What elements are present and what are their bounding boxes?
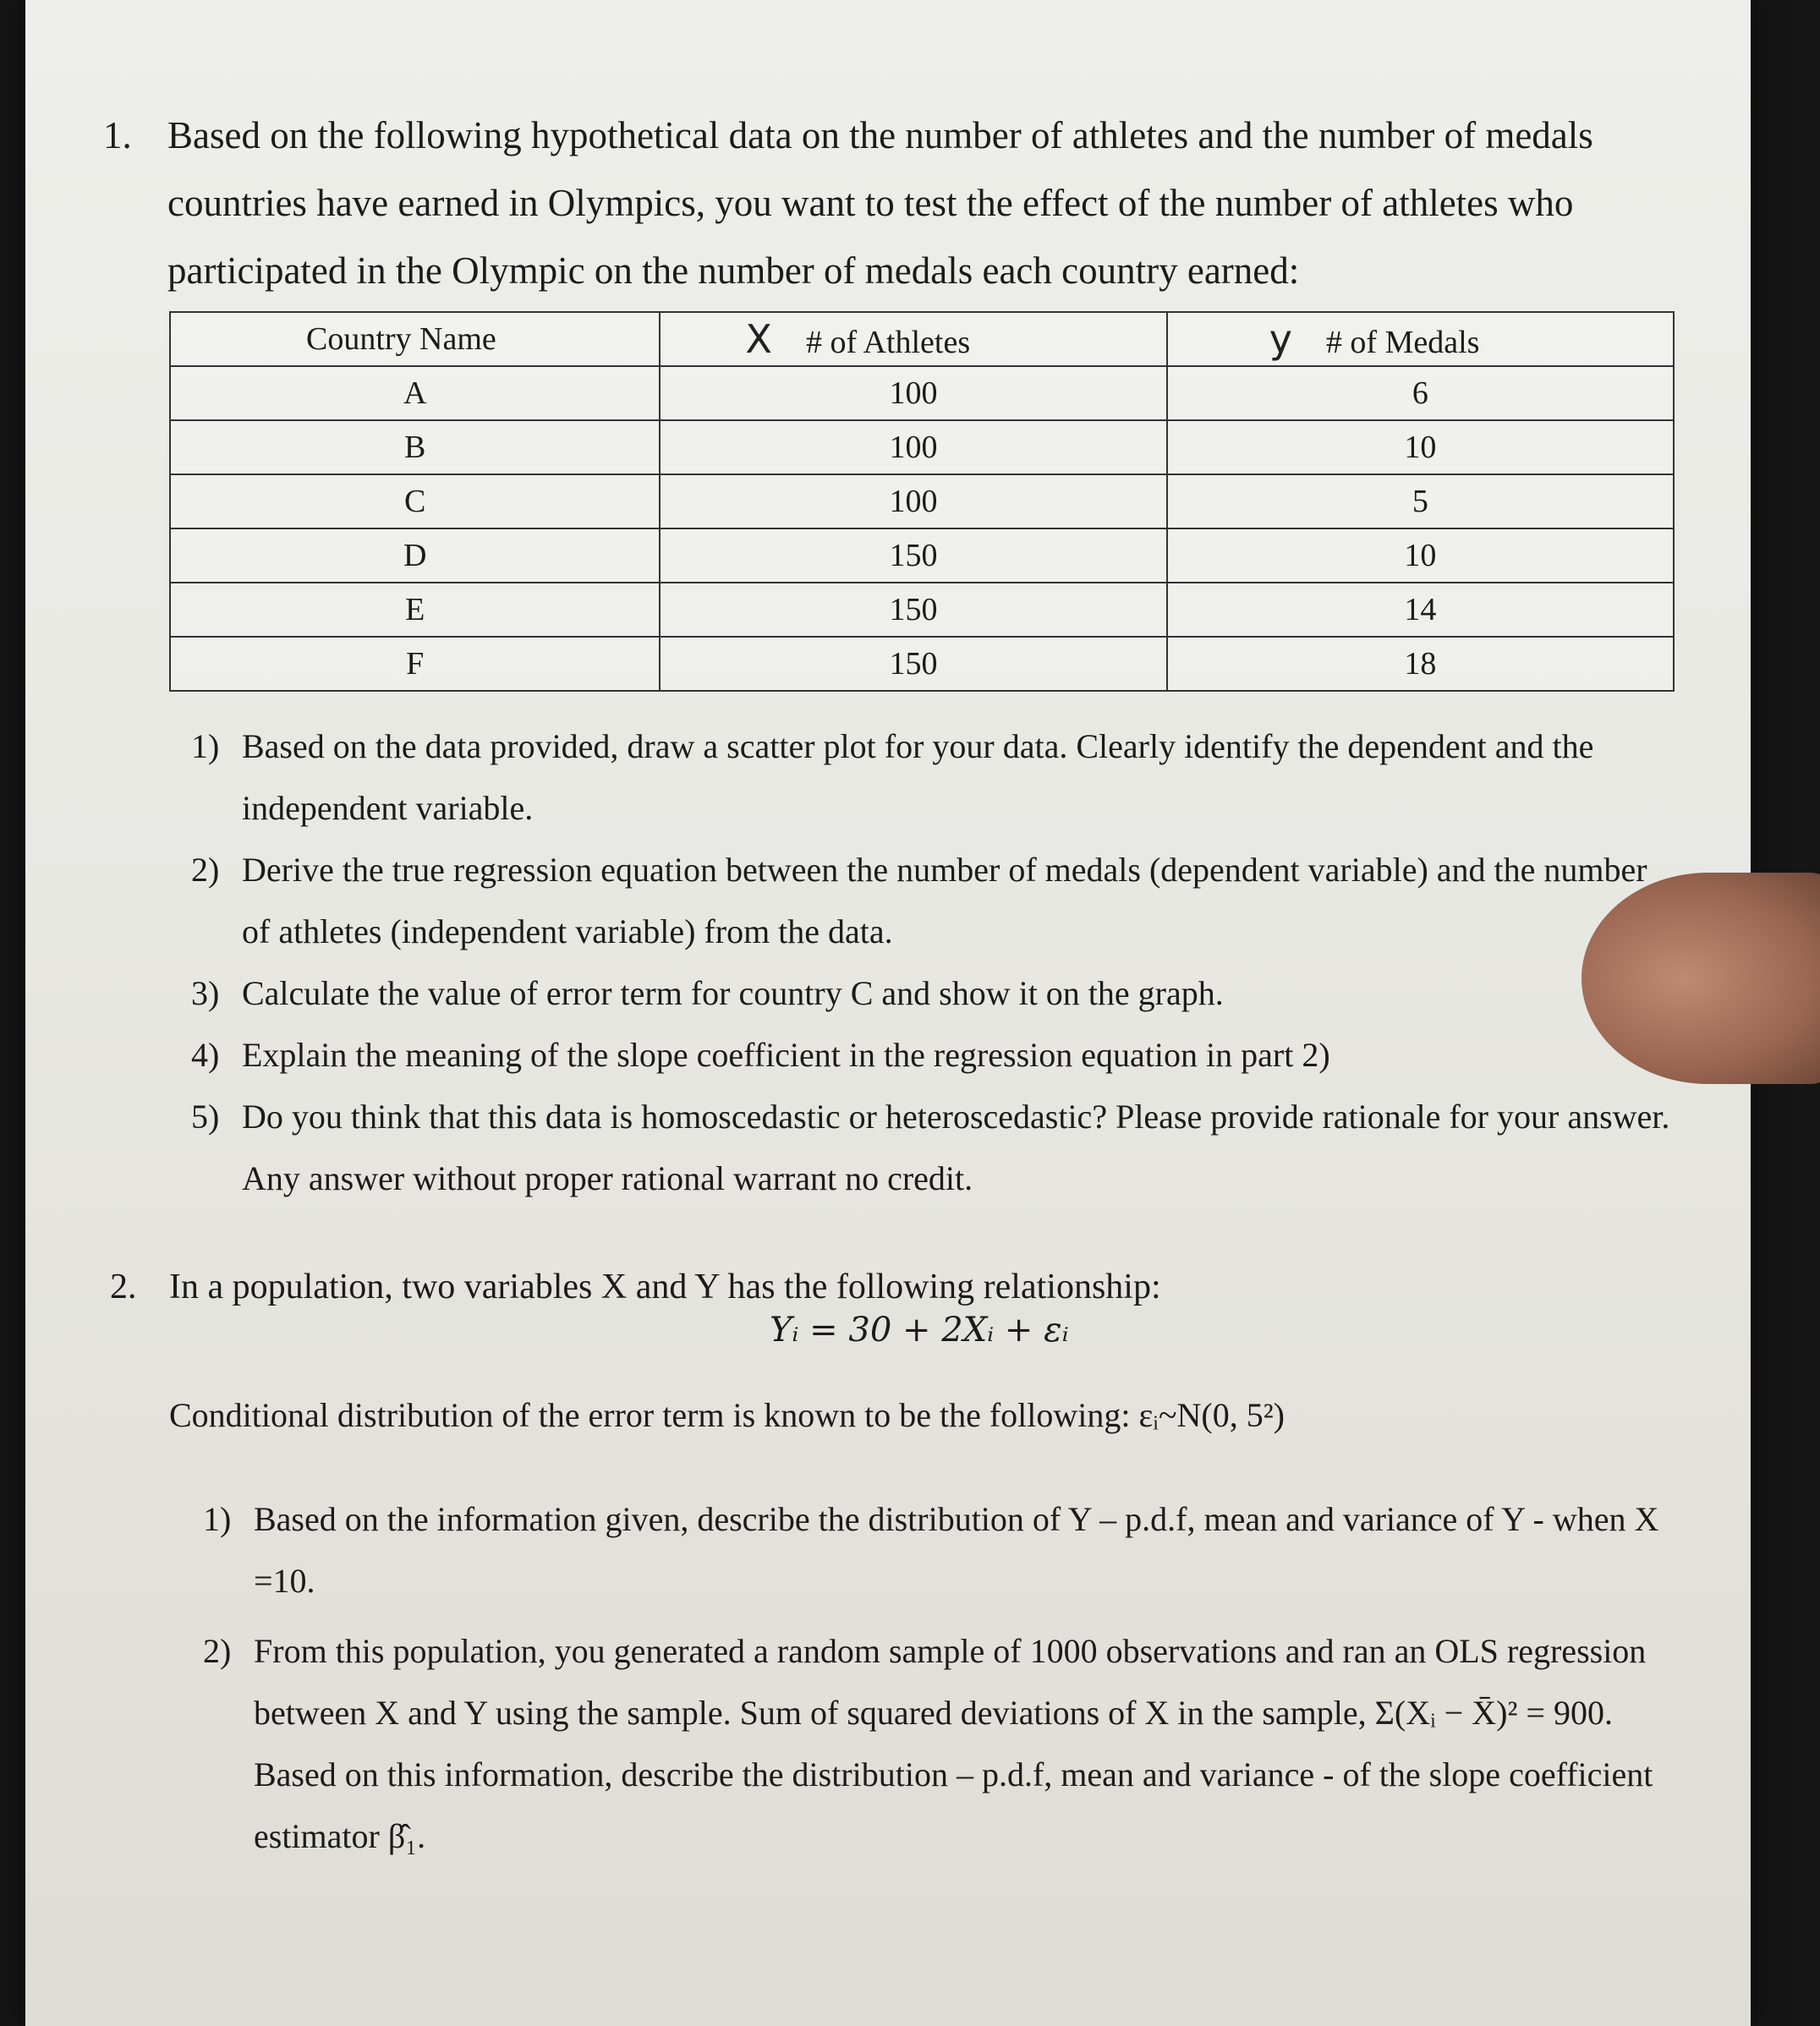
subquestion-1-4: 4) Explain the meaning of the slope coefficient in the regression equation in part 2) [191,1036,1330,1074]
table-row [170,583,1674,637]
cell-medals: 5 [1167,474,1674,528]
cell-country: C [170,474,660,528]
subquestion-1-3: 3) Calculate the value of error term for country C and show it on the graph. [191,974,1224,1012]
table-row [170,420,1674,474]
header-medals: y # of Medals [1167,312,1674,366]
cell-athletes: 150 [660,528,1166,583]
cell-athletes: 150 [660,583,1166,637]
cell-athletes: 100 [660,366,1166,420]
finger-photo-artifact [1582,873,1820,1084]
table-header-row [170,312,1674,366]
cell-athletes: 100 [660,474,1166,528]
handwritten-x: X [745,316,772,362]
error-distribution-statement: Conditional distribution of the error term is known to be the following: εᵢ~N(0, 5²) [169,1396,1286,1434]
header-athletes: X # of Athletes [660,312,1166,366]
cell-medals: 6 [1167,366,1674,420]
question-2-subquestions [203,1488,1683,1867]
question-1 [103,101,1710,304]
worksheet-page [25,0,1751,2026]
table-row [170,637,1674,691]
cell-country: B [170,420,660,474]
question-1-number: 1. [103,114,132,156]
subquestion-2-1: 1) Based on the information given, describe the distribution of Y – p.d.f, mean and variance of Y - when X =10. [203,1500,1659,1600]
cell-athletes: 100 [660,420,1166,474]
subquestion-1-5: 5) Do you think that this data is homoscedastic or heteroscedastic? Please provide rationale for your answer. Any answer without proper rational warrant no credit. [191,1098,1670,1197]
cell-country: E [170,583,660,637]
cell-country: F [170,637,660,691]
subquestion-2-2: 2) From this population, you generated a random sample of 1000 observations and ran an OLS regression between X and Y using the sample. Sum of squared deviations of X in the sample, Σ(Xᵢ − X̄)² = 900. Based on this information, describe the distribution – p.d.f, mean and variance - of the slope coefficient estimator β̂₁. [203,1632,1653,1855]
question-2-text: In a population, two variables X and Y has the following relationship: [169,1268,1161,1306]
cell-country: D [170,528,660,583]
cell-medals: 18 [1167,637,1674,691]
data-table [169,311,1675,692]
regression-equation: Yᵢ = 30 + 2Xᵢ + εᵢ [770,1311,1069,1350]
header-country: Country Name [170,312,660,366]
question-2-number: 2. [110,1268,137,1306]
subquestion-1-2: 2) Derive the true regression equation between the number of medals (dependent variable) and the number of athletes (independent variable) from the data. [191,851,1647,950]
cell-medals: 10 [1167,420,1674,474]
table-row [170,366,1674,420]
question-1-text: Based on the following hypothetical data on the number of athletes and the number of medals countries have earned in Olympics, you want to test the effect of the number of athletes who participated in the Olympic on the number of medals each country earned: [167,114,1593,292]
cell-athletes: 150 [660,637,1166,691]
table-row [170,528,1674,583]
cell-medals: 10 [1167,528,1674,583]
table-row [170,474,1674,528]
subquestion-1-1: 1) Based on the data provided, draw a scatter plot for your data. Clearly identify the dependent and the independent variable. [191,727,1594,827]
handwritten-y: y [1269,316,1292,362]
cell-medals: 14 [1167,583,1674,637]
cell-country: A [170,366,660,420]
question-1-subquestions [191,715,1680,1209]
